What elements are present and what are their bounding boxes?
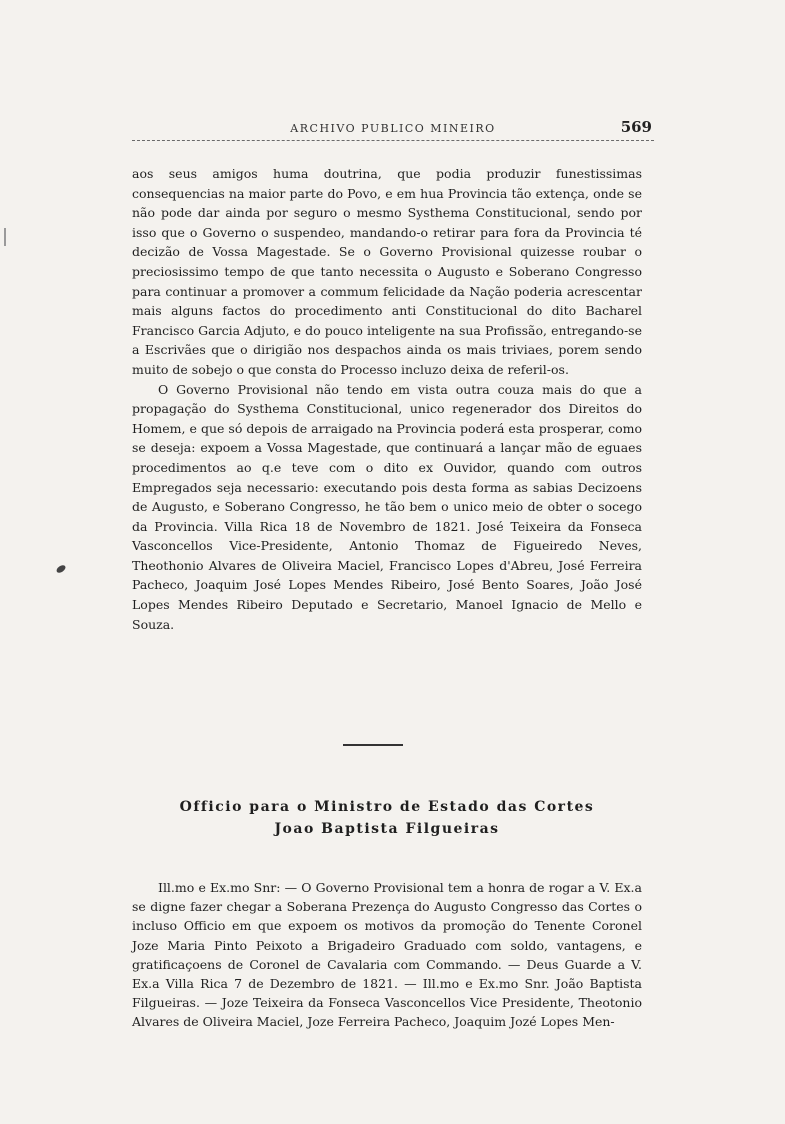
margin-mark <box>4 228 6 246</box>
running-title: ARCHIVO PUBLICO MINEIRO <box>290 122 496 135</box>
body-text <box>132 164 642 634</box>
paragraph-2: O Governo Provisional não tendo em vista outra couza mais do que a propagação do Systhema Constitucional, unico regenerador dos Direitos do Homem, e que só depois de arraigado na Provincia poderá esta prosperar, como se deseja: expoem a Vossa Magestade, que continuará a lançar mão de eguaes procedimentos ao q.e teve com o dito ex Ouvidor, quando com outros Empregados seja necessario: executando pois desta forma as sabias Decizoens de Augusto, e Soberano Congresso, he tão bem o unico meio de obter o socego da Provincia. Villa Rica 18 de Novembro de 1821. José Teixeira da Fonseca Vasconcellos Vice-Presidente, Antonio Thomaz de Figueiredo Neves, Theothonio Alvares de Oliveira Maciel, Francisco Lopes d'Abreu, José Ferreira Pacheco, Joaquim José Lopes Mendes Ribeiro, José Bento Soares, João José Lopes Mendes Ribeiro Deputado e Secretario, Manoel Ignacio de Mello e Souza. <box>132 381 642 632</box>
ink-blot <box>55 564 67 575</box>
paragraph-1: aos seus amigos huma doutrina, que podia produzir funestissimas consequencias na maior parte do Povo, e em hua Provincia tão extença, onde se não pode dar ainda por seguro o mesmo Systhema Constitucional, sendo por isso que o Governo o suspendeo, mandando-o retirar para fora da Provincia té decizão de Vossa Magestade. Se o Governo Provisional quizesse roubar o preciosissimo tempo de que tanto necessita o Augusto e Soberano Congresso para continuar a promover a commum felicidade da Nação poderia acrescentar mais alguns factos do procedimento anti Constitucional do dito Bacharel Francisco Garcia Adjuto, e do pouco inteligente na sua Profissão, entregando-se a Escrivães que o dirigião nos despachos ainda os mais triviaes, porem sendo muito de sobejo o que consta do Processo incluzo deixa de referil-os. <box>132 166 642 377</box>
section-heading-line-2: Joao Baptista Filgueiras <box>274 821 500 837</box>
page-header <box>132 118 654 141</box>
section-heading-line-1: Officio para o Ministro de Estado das Cortes <box>179 799 595 815</box>
section-divider <box>343 744 403 746</box>
section-paragraph: Ill.mo e Ex.mo Snr: — O Governo Provisional tem a honra de rogar a V. Ex.a se digne fazer chegar a Soberana Prezença do Augusto Congresso das Cortes o incluso Officio em que expoem os motivos da promoção do Tenente Coronel Joze Maria Pinto Peixoto a Brigadeiro Graduado com soldo, vantagens, e gratificaçoens de Coronel de Cavalaria com Commando. — Deus Guarde a V. Ex.a Villa Rica 7 de Dezembro de 1821. — Ill.mo e Ex.mo Snr. João Baptista Filgueiras. — Joze Teixeira da Fonseca Vasconcellos Vice Presidente, Theotonio Alvares de Oliveira Maciel, Joze Ferreira Pacheco, Joaquim Jozé Lopes Men- <box>132 880 642 1030</box>
section-heading <box>132 796 642 840</box>
section-body <box>132 878 642 1032</box>
page-number: 569 <box>620 118 652 136</box>
